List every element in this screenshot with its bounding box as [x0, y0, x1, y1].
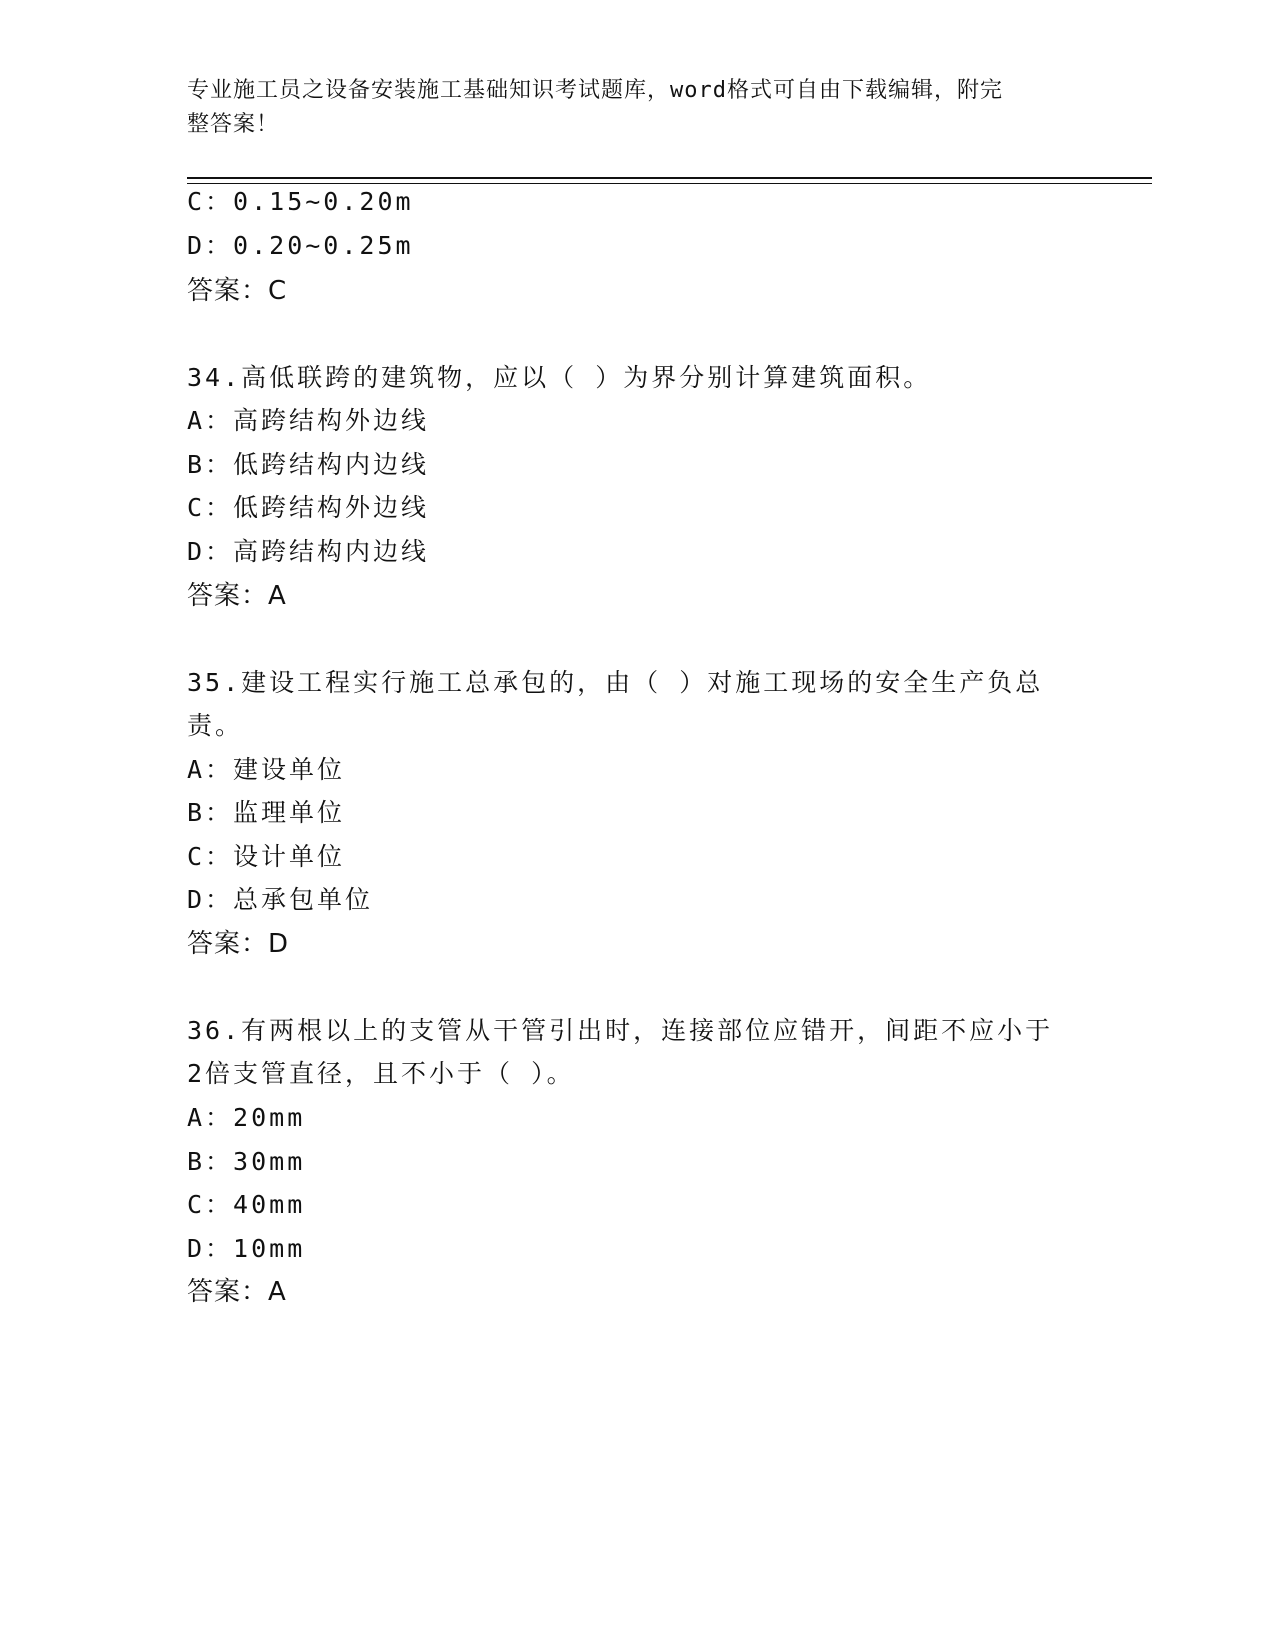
header-line-2: 整答案！ [187, 112, 280, 137]
q33-option-d: D：0.20~0.25m [187, 231, 414, 260]
q34-option-b: B：低跨结构内边线 [187, 450, 430, 479]
q36-option-a: A：20mm [187, 1103, 306, 1132]
q36-option-c: C：40mm [187, 1190, 306, 1219]
header-divider-thick [187, 177, 1152, 179]
q34-option-c: C：低跨结构外边线 [187, 493, 430, 522]
q33-answer: 答案：C [187, 276, 288, 306]
q34-question: 34.高低联跨的建筑物，应以（ ）为界分别计算建筑面积。 [187, 363, 932, 392]
q35-answer: 答案：D [187, 929, 290, 959]
q35-option-c: C：设计单位 [187, 842, 346, 871]
q36-option-b: B：30mm [187, 1147, 306, 1176]
q33-option-c: C：0.15~0.20m [187, 187, 414, 216]
q36-answer: 答案：A [187, 1277, 287, 1307]
q34-answer: 答案：A [187, 581, 287, 611]
q35-option-b: B：监理单位 [187, 798, 346, 827]
q34-option-a: A：高跨结构外边线 [187, 406, 430, 435]
q35-option-a: A：建设单位 [187, 755, 346, 784]
q35-question-line-2: 责。 [187, 711, 244, 740]
q35-question-line-1: 35.建设工程实行施工总承包的，由（ ）对施工现场的安全生产负总 [187, 668, 1044, 697]
q35-option-d: D：总承包单位 [187, 885, 374, 914]
document-header [187, 74, 1087, 142]
q36-question-line-1: 36.有两根以上的支管从干管引出时，连接部位应错开，间距不应小于 [187, 1016, 1054, 1045]
q36-option-d: D：10mm [187, 1234, 306, 1263]
header-line-1: 专业施工员之设备安装施工基础知识考试题库，word格式可自由下载编辑，附完 [187, 78, 1003, 103]
header-divider-thin [187, 183, 1152, 184]
q34-option-d: D：高跨结构内边线 [187, 537, 430, 566]
q36-question-line-2: 2倍支管直径，且不小于（ ）。 [187, 1059, 575, 1088]
